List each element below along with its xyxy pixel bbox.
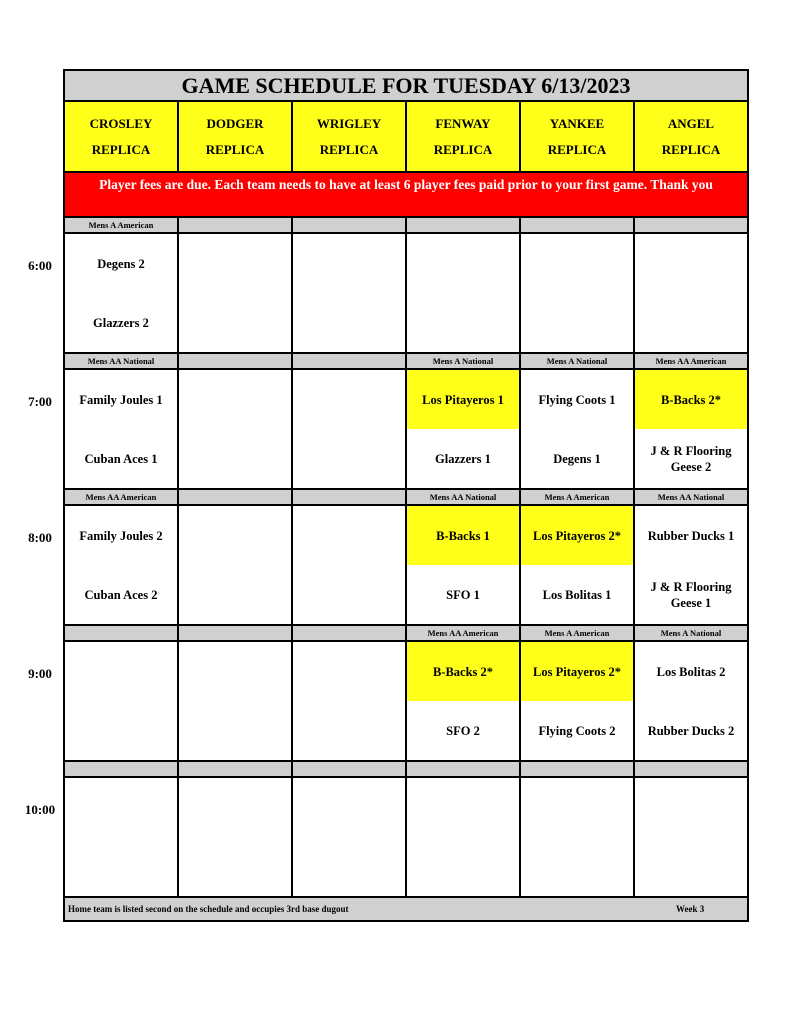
- division-label: [179, 218, 293, 234]
- game-slot[interactable]: [293, 778, 407, 898]
- game-slot[interactable]: [293, 234, 407, 354]
- away-team: Family Joules 2: [79, 528, 163, 543]
- division-label: [293, 490, 407, 506]
- time-label-9: 9:00: [28, 666, 52, 681]
- game-slot[interactable]: [65, 506, 179, 626]
- division-label: Mens A National: [521, 354, 635, 370]
- time-label-7: 7:00: [28, 394, 52, 409]
- division-label: Mens AA National: [635, 490, 747, 506]
- game-slot[interactable]: [635, 370, 747, 490]
- division-label: [293, 218, 407, 234]
- field-name: DODGER: [206, 115, 264, 131]
- division-label: [179, 354, 293, 370]
- game-slot[interactable]: [179, 506, 293, 626]
- field-subtitle: REPLICA: [91, 141, 151, 157]
- away-team: Family Joules 1: [79, 392, 163, 407]
- footer-bar: [65, 898, 747, 920]
- game-slot[interactable]: [635, 778, 747, 898]
- division-label: [65, 626, 179, 642]
- game-slot[interactable]: [65, 642, 179, 762]
- home-team: Flying Coots 2: [538, 723, 616, 738]
- game-slot[interactable]: [293, 370, 407, 490]
- home-team: Los Bolitas 1: [542, 587, 612, 602]
- game-slot[interactable]: [293, 642, 407, 762]
- game-slot[interactable]: [407, 234, 521, 354]
- field-name: CROSLEY: [89, 115, 153, 131]
- away-team: Los Pitayeros 1: [407, 370, 519, 429]
- home-team: Degens 1: [553, 451, 601, 466]
- home-team: Rubber Ducks 2: [647, 723, 735, 738]
- home-team: Glazzers 1: [435, 451, 491, 466]
- away-team: B-Backs 2*: [635, 370, 747, 429]
- game-slot[interactable]: [65, 370, 179, 490]
- away-team: Degens 2: [97, 256, 145, 271]
- division-label: Mens A American: [521, 490, 635, 506]
- field-name: FENWAY: [435, 115, 491, 131]
- division-label: Mens A National: [407, 354, 521, 370]
- game-slot[interactable]: [179, 234, 293, 354]
- game-slot[interactable]: [521, 370, 635, 490]
- field-name: ANGEL: [667, 115, 715, 131]
- division-label: [635, 762, 747, 778]
- division-label: Mens AA National: [65, 354, 179, 370]
- division-label: [407, 218, 521, 234]
- division-label: [65, 762, 179, 778]
- division-label: Mens AA National: [407, 490, 521, 506]
- field-subtitle: REPLICA: [205, 141, 265, 157]
- game-slot[interactable]: [521, 642, 635, 762]
- field-subtitle: REPLICA: [661, 141, 721, 157]
- away-team: Flying Coots 1: [538, 392, 616, 407]
- game-slot[interactable]: [65, 234, 179, 354]
- division-label: [293, 354, 407, 370]
- field-header-3: [293, 102, 407, 173]
- division-label: [293, 762, 407, 778]
- schedule-sheet: [63, 69, 749, 922]
- game-slot[interactable]: [407, 370, 521, 490]
- home-team: Cuban Aces 1: [84, 451, 158, 466]
- division-label: [521, 762, 635, 778]
- field-header-2: [179, 102, 293, 173]
- time-label-8: 8:00: [28, 530, 52, 545]
- game-slot[interactable]: [407, 778, 521, 898]
- home-team: Glazzers 2: [93, 315, 149, 330]
- away-team: Los Pitayeros 2*: [521, 506, 633, 565]
- field-subtitle: REPLICA: [547, 141, 607, 157]
- game-slot[interactable]: [521, 506, 635, 626]
- field-name: WRIGLEY: [316, 115, 382, 131]
- footer-week: Week 3: [676, 904, 705, 914]
- field-header-6: [635, 102, 747, 173]
- away-team: B-Backs 1: [407, 506, 519, 565]
- game-slot[interactable]: [179, 370, 293, 490]
- game-slot[interactable]: [65, 778, 179, 898]
- division-label: Mens A American: [521, 626, 635, 642]
- division-label: [635, 218, 747, 234]
- field-header-5: [521, 102, 635, 173]
- game-slot[interactable]: [635, 642, 747, 762]
- game-slot[interactable]: [179, 642, 293, 762]
- field-name: YANKEE: [549, 115, 605, 131]
- page-title: GAME SCHEDULE FOR TUESDAY 6/13/2023: [65, 71, 747, 102]
- away-team: Los Bolitas 2: [656, 664, 726, 679]
- home-team: SFO 2: [446, 723, 480, 738]
- division-label: Mens A National: [635, 626, 747, 642]
- time-label-6: 6:00: [28, 258, 52, 273]
- game-slot[interactable]: [179, 778, 293, 898]
- game-slot[interactable]: [521, 778, 635, 898]
- division-label: [293, 626, 407, 642]
- division-label: [521, 218, 635, 234]
- field-subtitle: REPLICA: [319, 141, 379, 157]
- fees-notice: Player fees are due. Each team needs to have at least 6 player fees paid prior to your first game. Thank you: [65, 173, 747, 218]
- time-label-10: 10:00: [24, 802, 56, 817]
- footer-note: Home team is listed second on the schedule and occupies 3rd base dugout: [68, 904, 349, 914]
- game-slot[interactable]: [521, 234, 635, 354]
- away-team: Los Pitayeros 2*: [521, 642, 633, 701]
- game-slot[interactable]: [293, 506, 407, 626]
- game-slot[interactable]: [407, 506, 521, 626]
- division-label: Mens AA American: [65, 490, 179, 506]
- away-team: B-Backs 2*: [407, 642, 519, 701]
- division-label: Mens AA American: [407, 626, 521, 642]
- division-label: [179, 490, 293, 506]
- division-label: [407, 762, 521, 778]
- division-label: Mens A American: [65, 218, 179, 234]
- division-label: [179, 762, 293, 778]
- division-label: Mens AA American: [635, 354, 747, 370]
- field-subtitle: REPLICA: [433, 141, 493, 157]
- home-team: J & R Flooring Geese 1: [650, 579, 732, 610]
- field-header-1: [65, 102, 179, 173]
- away-team: Rubber Ducks 1: [647, 528, 735, 543]
- home-team: J & R Flooring Geese 2: [650, 443, 732, 474]
- game-slot[interactable]: [635, 506, 747, 626]
- game-slot[interactable]: [407, 642, 521, 762]
- division-label: [179, 626, 293, 642]
- game-slot[interactable]: [635, 234, 747, 354]
- field-header-4: [407, 102, 521, 173]
- home-team: Cuban Aces 2: [84, 587, 158, 602]
- home-team: SFO 1: [446, 587, 480, 602]
